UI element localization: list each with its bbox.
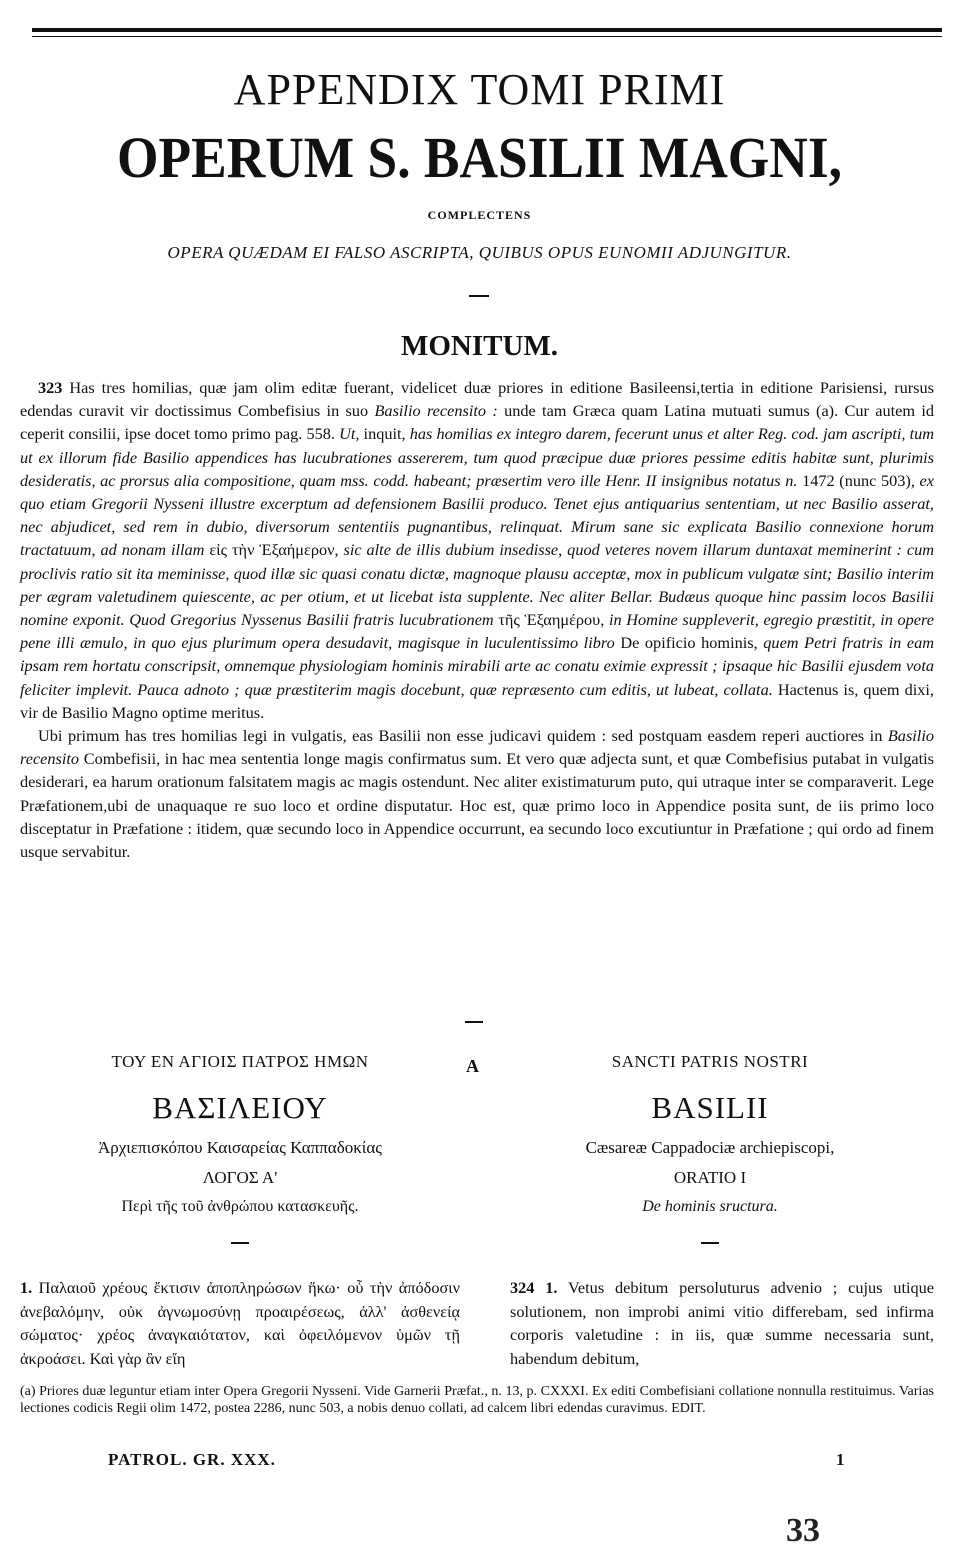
greek-heading-line-1: ΤΟΥ ΕΝ ΑΓΙΟΙΣ ΠΑΤΡΟΣ ΗΜΩΝ: [111, 1052, 369, 1071]
text-run-italic: ex quo etiam Gregorii Nysseni illustre excerptum ad defensionem Basilii produco. Tenet ejus antiquarius sententiam, ut nec Basilio asserat, nec abjudicet, sed rem in dubio, diversorum sententiis pugnantibus, relinquat. Mirum sane sic explicata Basilio connexione horum tractatuum, ad nonam illam: [20, 470, 934, 560]
title-line-2: OPERUM S. BASILII MAGNI,: [117, 125, 842, 190]
greek-text-column: [20, 1276, 460, 1370]
text-run-italic: has homilias ex integro darem, fecerunt unus et alter Reg. cod. jam ascripti, tum ut ex illorum fide Basilio appendices has lucubrationes assererem, tum quod præcipue duæ priores pessime editis habitæ sunt, plurimis desideratis, ac prorsus alia compositione, quam mss. codd. habeant; præsertim vero ille Henr. II insignibus notatus n.: [20, 424, 934, 490]
latin-heading-line-3: Cæsareæ Cappadociæ archiepiscopi,: [585, 1138, 835, 1157]
monitum-paragraph-2: [20, 724, 934, 863]
text-run-italic: Ut,: [339, 424, 360, 444]
greek-heading-dash: [231, 1242, 249, 1244]
latin-heading-line-4: ORATIO I: [673, 1168, 747, 1187]
greek-run: τῆς Ἑξαημέρου,: [493, 610, 609, 630]
text-run: unde tam Græca quam Latina mutuati sumus (a). Cur autem id ceperit consilii, ipse docet tomo primo pag. 558.: [20, 401, 935, 444]
greek-paragraph-number: 1.: [20, 1278, 33, 1297]
greek-heading-line-3: Ἀρχιεπισκόπου Καισαρείας Καππαδοκίας: [98, 1138, 382, 1157]
top-rule-thin: [32, 36, 942, 37]
separator-dash-1: [469, 295, 489, 297]
title-line-1: APPENDIX TOMI PRIMI: [233, 65, 726, 114]
text-run-italic: Basilio recensito :: [374, 401, 498, 421]
latin-heading-line-2: BASILII: [651, 1090, 769, 1125]
latin-text-column: [510, 1276, 934, 1370]
text-run-italic: quem Petri fratris in eam ipsam rem hortatu conscripsit, omnemque physiologiam hominis mirabili arte ac conatu eximie expressit ; ipsaque hic Basilii ejusdem vota feliciter implevit. Pauca adnoto ; quæ præstiterim magis docebunt, quæ repræsento cum editis, ut lubeat, collata.: [20, 633, 934, 699]
latin-heading-line-5: De hominis sructura.: [642, 1198, 778, 1215]
complectens-label: COMPLECTENS: [427, 208, 532, 222]
latin-section-number: 324: [510, 1278, 535, 1297]
text-run: Ubi primum has tres homilias legi in vulgatis, eas Basilii non esse judicavi quidem : sed postquam easdem reperi auctiores in: [38, 726, 888, 746]
footer-page-number: 1: [836, 1450, 845, 1469]
footnote: (a) Priores duæ leguntur etiam inter Opera Gregorii Nysseni. Vide Garnerii Præfat., n. 13, p. CXXXI. Ex editi Combefisiani collatione nonnulla restituimus. Varias lectiones codicis Regii olim 1472, postea 2286, nunc 503, a nobis denuo collati, ad calcem libri edendas curavimus. EDIT.: [20, 1384, 934, 1416]
text-run: 1472 (nunc 503),: [797, 470, 920, 490]
text-run: Hactenus is, quem dixi, vir de Basilio Magno optime meritus.: [20, 679, 934, 722]
monitum-body: [20, 376, 934, 863]
text-run: inquit,: [359, 424, 410, 444]
greek-heading-line-4: ΛΟΓΟΣ Α': [202, 1168, 278, 1187]
monitum-paragraph-1: [20, 376, 934, 724]
top-rule-thick: [32, 28, 942, 32]
latin-heading: [530, 1052, 890, 1244]
subtitle: OPERA QUÆDAM EI FALSO ASCRIPTA, QUIBUS OPUS EUNOMII ADJUNGITUR.: [167, 243, 792, 262]
greek-heading-line-2: ΒΑΣΙΛΕΙΟΥ: [152, 1090, 328, 1125]
monitum-heading: MONITUM.: [400, 330, 559, 362]
greek-heading: [60, 1052, 420, 1244]
greek-paragraph-text: Παλαιοῦ χρέους ἔκτισιν ἀποπληρώσων ἥκω· οὗ τὴν ἀπόδοσιν ἀνεβαλόμην, οὐκ ἀγνωμοσύνῃ προαιρέσεως, ἀλλ' ἀσθενείᾳ σώματος· χρέος ἀναγκαιότατον, καὶ ὀφειλόμενον ὑμῶν τῇ ἀκροάσει. Καὶ γὰρ ἂν εἴη: [20, 1278, 460, 1368]
separator-dash-2: [465, 1021, 483, 1023]
text-run: Has tres homilias, quæ jam olim editæ fuerant, videlicet duæ priores in editione Basileensi,tertia in editione Parisiensi, rursus edendas curavit vir doctissimus Combefisius in suo: [20, 378, 934, 421]
text-run: De opificio hominis,: [614, 633, 764, 653]
margin-marker: A: [466, 1056, 479, 1076]
latin-paragraph-number: 1.: [534, 1278, 558, 1297]
latin-paragraph-text: Vetus debitum persoluturus advenio ; cujus utique solutionem, non improbi animi vitio differebam, sed infirma corporis valetudine : in iis, quæ summe necessaria sunt, habendum debitum,: [510, 1278, 935, 1368]
footer-bleed-number: 33: [786, 1512, 820, 1549]
text-run: Combefisii, in hac mea sententia longe magis confirmatus sum. Et vero quæ adjecta sunt, et quæ Combefisius putabat in vulgatis desiderari, ea harum orationum falsitatem magis ac magis ostendunt. Nec aliter existimaturum puto, qui utraque inter se comparaverit. Lege Præfationem,ubi de unaquaque re suo loco et ordine disputatur. Hoc est, quæ primo loco in Appendice posita sunt, de iis primo loco disceptatur in Præfatione : itidem, quæ secundo loco in Appendice occurrunt, ea secundo loco excutiuntur in Præfatione ; qui ordo ad finem usque servabitur.: [20, 749, 934, 862]
latin-heading-dash: [701, 1242, 719, 1244]
section-number: 323: [38, 378, 63, 397]
text-run-italic: in Homine suppleverit, egregio præstitit, in opere pene illi æmulo, in quo ejus plurimum opera desudavit, magisque in luculentissimo libro: [20, 610, 934, 653]
greek-run: εἰς τὴν Ἑξαήμερον,: [204, 540, 344, 560]
text-run-italic: Basilio recensito: [20, 726, 934, 769]
latin-heading-line-1: SANCTI PATRIS NOSTRI: [611, 1052, 809, 1071]
greek-heading-line-5: Περὶ τῆς τοῦ ἀνθρώπου κατασκευῆς.: [121, 1198, 359, 1215]
footer-volume: PATROL. GR. XXX.: [108, 1450, 276, 1469]
text-run-italic: sic alte de illis dubium insedisse, quod veteres novem illarum duntaxat meminerint : cum proclivis ratio sit ita meminisse, quod illæ sic quasi conatu dictæ, magnoque plausu acceptæ, mox in publicum vulgatæ sint; Basilio interim per ægram valetudinem quiescente, ac per otium, et ut licebat ista supplente. Nec aliter Bellar. Budæus quoque hinc passim locos Basilii nomine exponit. Quod Gregorius Nyssenus Basilii fratris lucubrationem: [20, 540, 934, 630]
